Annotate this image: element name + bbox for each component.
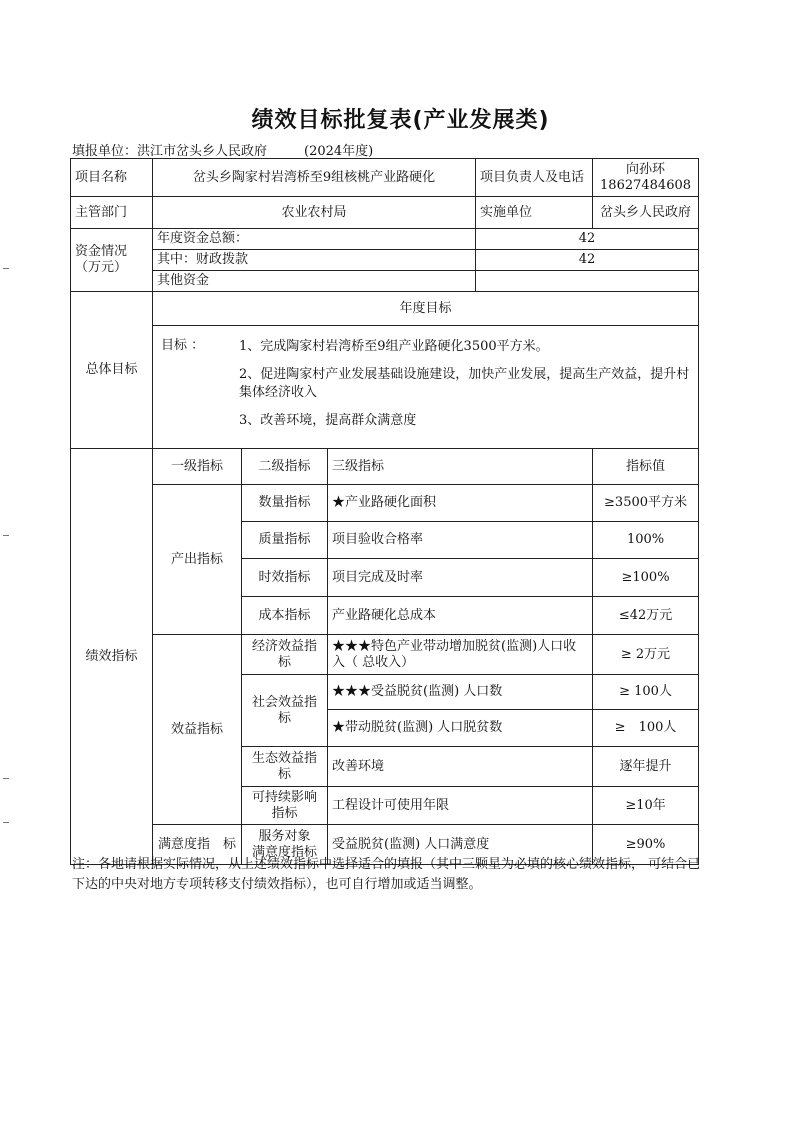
indicator-value: ≥ 100人 — [593, 710, 699, 747]
indicator-l3: 受益脱贫(监测) 人口满意度 — [328, 825, 593, 865]
funds-total-label: 年度资金总额： — [153, 229, 476, 250]
funds-label: 资金情况（万元） — [71, 229, 153, 292]
scan-mark — [3, 822, 9, 823]
project-owner-label: 项目负责人及电话 — [476, 159, 593, 197]
year-label: (2024年度) — [304, 144, 374, 159]
indicator-l2: 生态效益指标 — [242, 747, 328, 787]
indicator-l2: 社会效益指标 — [242, 675, 328, 747]
indicator-l3: ★★★受益脱贫(监测) 人口数 — [328, 675, 593, 710]
goal-item: 2、促进陶家村产业发展基础设施建设，加快产业发展，提高生产效益，提升村集体经济收入 — [239, 367, 690, 400]
output-label: 产出指标 — [153, 485, 242, 635]
indicator-l2: 成本指标 — [242, 597, 328, 635]
indicator-l3: ★★★特色产业带动增加脱贫(监测)人口收入（ 总收入） — [328, 635, 593, 675]
dept-label: 主管部门 — [71, 197, 153, 229]
indicator-value: ≥100% — [593, 559, 699, 597]
perf-label: 绩效指标 — [71, 449, 153, 865]
indicator-l3: ★产业路硬化面积 — [328, 485, 593, 522]
indicator-value: ≤42万元 — [593, 597, 699, 635]
project-name: 岔头乡陶家村岩湾桥至9组核桃产业路硬化 — [153, 159, 476, 197]
indicator-l3: 项目验收合格率 — [328, 522, 593, 559]
indicator-l3: 项目完成及时率 — [328, 559, 593, 597]
header-value: 指标值 — [593, 449, 699, 485]
funds-total: 42 — [476, 229, 699, 250]
goal-label: 目标 ： — [161, 338, 205, 353]
owner-phone: 18627484608 — [600, 177, 692, 193]
indicator-value: 100% — [593, 522, 699, 559]
scan-mark — [3, 778, 9, 779]
project-name-label: 项目名称 — [71, 159, 153, 197]
impl-label: 实施单位 — [476, 197, 593, 229]
header-level2: 二级指标 — [242, 449, 328, 485]
funds-fiscal: 42 — [476, 250, 699, 271]
header-level3: 三级指标 — [328, 449, 593, 485]
indicator-l2: 质量指标 — [242, 522, 328, 559]
approval-table — [70, 158, 699, 865]
indicator-l3: 产业路硬化总成本 — [328, 597, 593, 635]
owner-name: 向孙环 — [626, 161, 666, 177]
dept-value: 农业农村局 — [153, 197, 476, 229]
indicator-value: 逐年提升 — [593, 747, 699, 787]
goal-item: 3、改善环境，提高群众满意度 — [239, 413, 417, 428]
indicator-l2: 服务对象 满意度指标 — [242, 825, 328, 865]
scan-mark — [3, 535, 9, 536]
impl-value: 岔头乡人民政府 — [593, 197, 699, 229]
indicator-l2: 经济效益指标 — [242, 635, 328, 675]
indicator-l3: 工程设计可使用年限 — [328, 787, 593, 825]
funds-other-label: 其他资金 — [153, 271, 476, 292]
indicator-l2: 可持续影响指标 — [242, 787, 328, 825]
project-owner — [593, 159, 699, 197]
indicator-l3: 改善环境 — [328, 747, 593, 787]
indicator-value: ≥3500平方米 — [593, 485, 699, 522]
header-level1: 一级指标 — [153, 449, 242, 485]
indicator-l2: 数量指标 — [242, 485, 328, 522]
indicator-value: ≥ 100人 — [593, 675, 699, 710]
goal-item: 1、完成陶家村岩湾桥至9组产业路硬化3500平方米。 — [239, 339, 549, 354]
satisfaction-label: 满意度指 标 — [153, 825, 242, 865]
funds-other — [476, 271, 699, 292]
scan-mark — [3, 268, 9, 269]
funds-fiscal-label: 其中：财政拨款 — [153, 250, 476, 271]
fill-row — [72, 140, 374, 159]
indicator-value: ≥ 2万元 — [593, 635, 699, 675]
footnote: 注：各地请根据实际情况，从上述绩效指标中选择适合的填报（其中三颗星为必填的核心绩效指标， 可结合已下达的中央对地方专项转移支付绩效指标），也可自行增加或适当调整。 — [72, 857, 701, 892]
benefit-label: 效益指标 — [153, 635, 242, 825]
indicator-value: ≥90% — [593, 825, 699, 865]
indicator-l2: 时效指标 — [242, 559, 328, 597]
unit-label: 填报单位：洪江市岔头乡人民政府 — [72, 144, 268, 159]
indicator-value: ≥10年 — [593, 787, 699, 825]
overall-goal-label: 总体目标 — [71, 292, 153, 449]
indicator-l3: ★带动脱贫(监测) 人口脱贫数 — [328, 710, 593, 747]
page-title: 绩效目标批复表(产业发展类) — [251, 108, 550, 133]
annual-goal-label: 年度目标 — [153, 292, 699, 326]
goal-content — [153, 326, 699, 449]
